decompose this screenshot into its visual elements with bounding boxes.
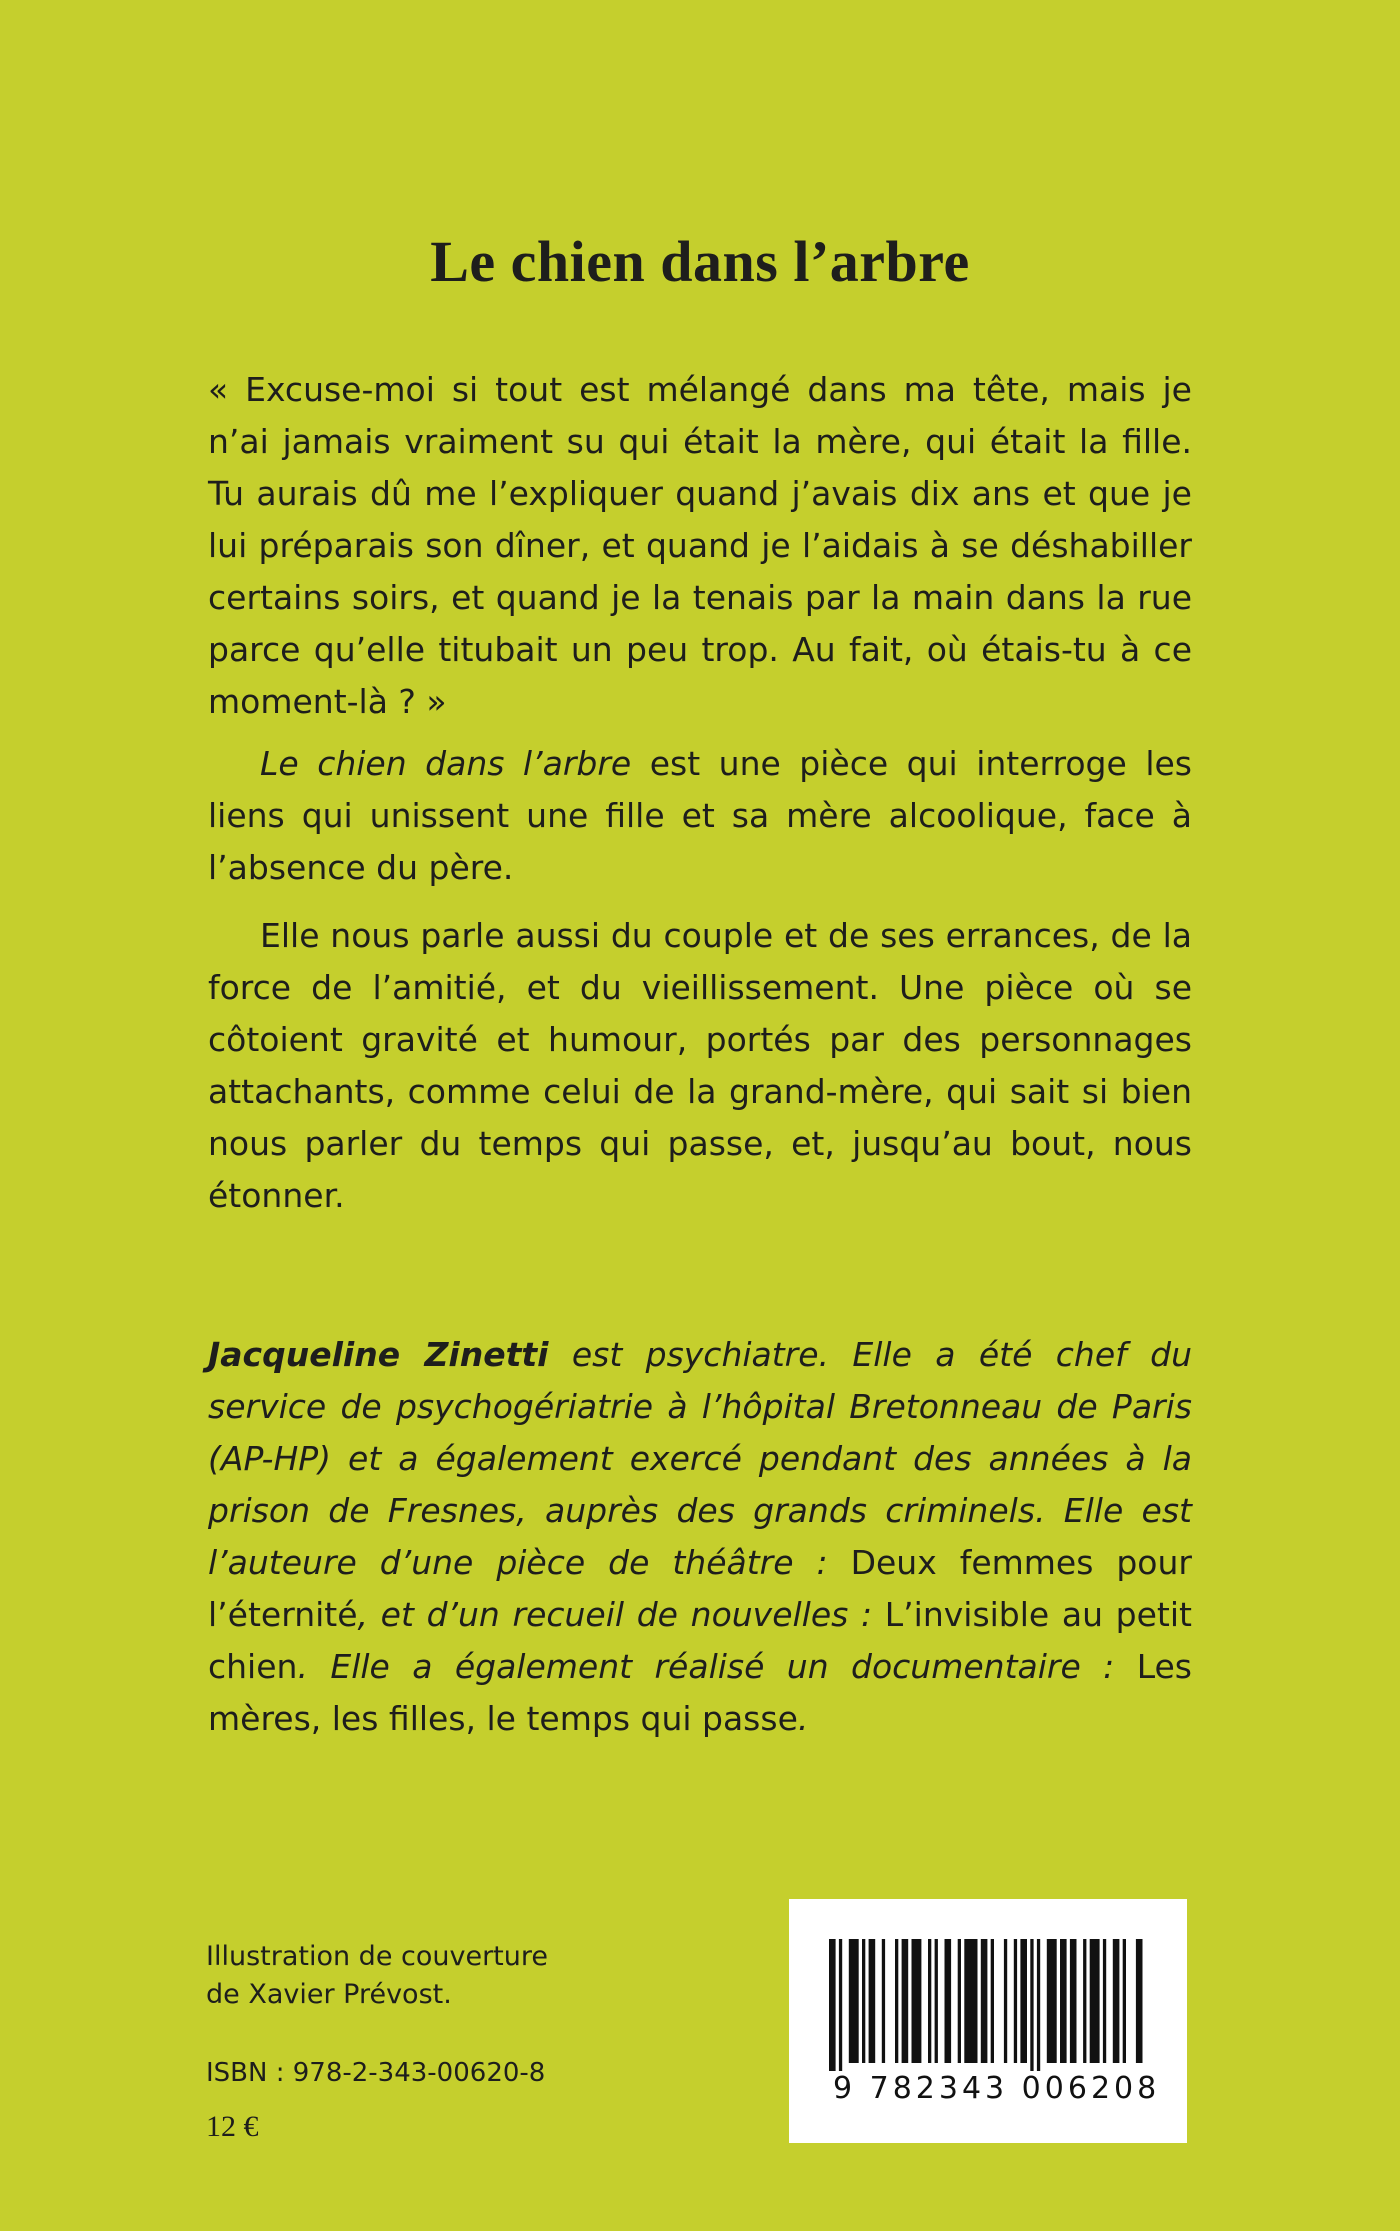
barcode-bar [862,1939,865,2063]
barcode-bar [1020,1939,1027,2063]
bio-work-3: Les mères, les filles, le temps qui passe [208,1647,1192,1738]
barcode-bar [895,1939,898,2063]
barcode-bar [869,1939,876,2063]
barcode-bar [902,1939,909,2063]
barcode-bar [1123,1939,1126,2063]
bio-text-3: . Elle a également réalisé un documentaire : [297,1647,1137,1686]
author-name: Jacqueline Zinetti [208,1335,549,1374]
bio-work-1: Deux femmes pour l’éternité [208,1543,1192,1634]
price: 12 € [206,2110,259,2143]
barcode-bar [1037,1939,1040,2071]
barcode-bar [991,1939,994,2063]
book-title: Le chien dans l’arbre [430,229,970,294]
barcode-bar [1060,1939,1067,2063]
bio-work-2: L’invisible au petit chien [208,1595,1192,1686]
barcode-bar [1030,1939,1033,2071]
bio-text-1: est psychiatre. Elle a été chef du service de psychogériatrie à l’hôpital Bretonneau de Paris (AP-HP) et a également exercé pendant des années à la prison de Fresnes, auprès des grands criminels. Elle est l’auteure d’une pièce de théâtre : [208,1335,1192,1582]
barcode-bar [928,1939,931,2063]
barcode-bar [1047,1939,1057,2063]
barcode-bar [1083,1939,1086,2063]
barcode-bar [882,1939,885,2063]
barcode-bar [1136,1939,1143,2063]
barcode-bar [981,1939,988,2063]
description-p1-text: est une pièce qui interroge les liens qui unissent une fille et sa mère alcoolique, face à l’absence du père. [208,744,1192,887]
barcode-bar [1103,1939,1106,2063]
barcode-bar [829,1939,836,2071]
barcode-bar [964,1939,977,2063]
cover-illustration-credit [206,1938,548,2014]
barcode-bar [912,1939,922,2063]
barcode-bar [958,1939,961,2063]
barcode-bar [1070,1939,1077,2063]
barcode-bar [945,1939,952,2063]
isbn-number: ISBN : 978-2-343-00620-8 [206,2058,546,2088]
barcode-icon [823,1939,1153,2071]
description-title-italic: Le chien dans l’arbre [260,744,632,783]
bio-text-4: . [797,1699,809,1738]
bio-text-2: , et d’un recueil de nouvelles : [357,1595,885,1634]
credit-line-1: Illustration de couverture [206,1941,548,1972]
author-bio [208,1329,1192,1745]
barcode-digits: 9 782343 006208 [833,2071,1161,2106]
barcode-bar [1090,1939,1100,2063]
quote-text: « Excuse-moi si tout est mélangé dans ma tête, mais je n’ai jamais vraiment su qui était la mère, qui était la fille. Tu aurais dû me l’expliquer quand j’avais dix ans et que je lui préparais son dîner, et quand je l’aidais à se déshabiller certains soirs, et quand je la tenais par la main dans la rue parce qu’elle titubait un peu trop. Au fait, où étais-tu à ce moment-là ? » [208,370,1192,721]
description-paragraph-2: Elle nous parle aussi du couple et de ses errances, de la force de l’amitié, et du vieillissement. Une pièce où se côtoient gravité et humour, portés par des personnages attachants, comme celui de la grand-mère, qui sait si bien nous parler du temps qui passe, et, jusqu’au bout, nous étonner. [208,916,1192,1215]
barcode-bar [1004,1939,1007,2063]
barcode-bar [1014,1939,1017,2063]
barcode-bar [839,1939,842,2071]
barcode-bar [1113,1939,1120,2063]
description-paragraph-1 [208,738,1192,894]
barcode-bar [935,1939,938,2063]
barcode-panel [789,1899,1187,2143]
credit-line-2: de Xavier Prévost. [206,1979,452,2010]
barcode-bar [849,1939,859,2063]
quote-excerpt [208,364,1192,728]
author-bio-text [208,1329,1192,1745]
